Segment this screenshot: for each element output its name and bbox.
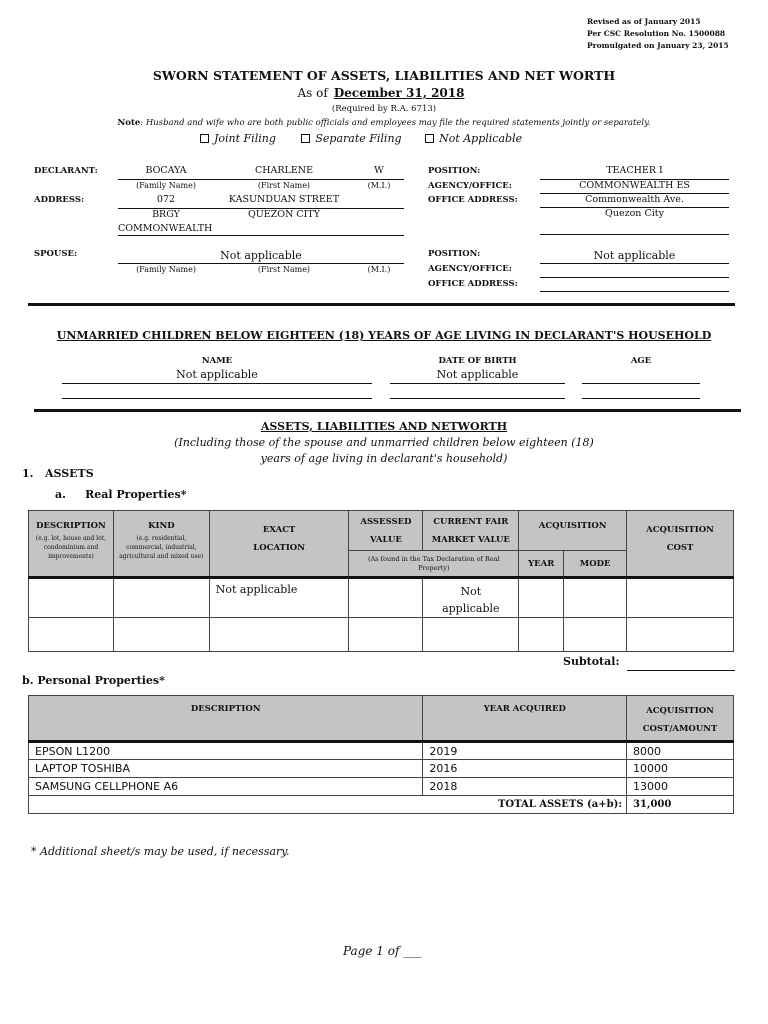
- header-assessed-line: VALUE: [369, 534, 402, 545]
- document-title: SWORN STATEMENT OF ASSETS, LIABILITIES AND NET WORTH: [152, 68, 616, 83]
- children-title-text: UNMARRIED CHILDREN BELOW EIGHTEEN (18) YEARS OF AGE LIVING IN DECLARANT'S HOUSEHOLD: [56, 329, 712, 342]
- table-row: [29, 760, 734, 778]
- item-cost: 10000: [627, 760, 734, 778]
- position-label: POSITION:: [428, 166, 481, 176]
- table-cell: [29, 578, 114, 618]
- filing-options: [200, 132, 522, 145]
- real-properties-table: [28, 510, 734, 652]
- child-dob-value: Not applicable: [436, 368, 519, 381]
- agency-label: AGENCY/OFFICE:: [428, 181, 512, 191]
- address-label: ADDRESS:: [34, 195, 85, 205]
- aln-subtitle-1: (Including those of the spouse and unmarried children below eighteen (18): [174, 436, 594, 449]
- table-cell: [29, 618, 114, 652]
- note-label: Note: [117, 118, 141, 128]
- revision-line: Promulgated on January 23, 2015: [587, 41, 729, 50]
- header-description-label: DESCRIPTION: [36, 521, 106, 531]
- children-col-name: NAME: [201, 356, 233, 366]
- total-assets-value: 31,000: [627, 796, 734, 814]
- header-mode: MODE: [564, 551, 627, 578]
- children-title: [0, 329, 768, 342]
- row-market-value: Not: [460, 585, 482, 598]
- header-kind-label: KIND: [148, 521, 175, 531]
- spouse-mi-caption: (M.I.): [367, 265, 391, 274]
- office-address-line-2: Quezon City: [605, 208, 664, 219]
- header-location-line: EXACT: [262, 525, 296, 535]
- header-cost-line: ACQUISITION: [646, 706, 714, 716]
- personal-properties-table: [28, 695, 734, 814]
- address-brgy: BRGY: [152, 209, 180, 220]
- spouse-position-label: POSITION:: [428, 249, 481, 259]
- item-cost: 13000: [627, 778, 734, 796]
- header-assessed-value: [349, 511, 423, 551]
- table-cell: [423, 618, 519, 652]
- filing-option-label: Separate Filing: [315, 132, 402, 145]
- header-assessed-line: ASSESSED: [360, 516, 412, 527]
- table-cell: [519, 578, 564, 618]
- declarant-family-name: BOCAYA: [145, 165, 187, 176]
- spouse-position-value: Not applicable: [593, 249, 676, 262]
- table-row: [29, 796, 734, 814]
- mi-caption: (M.I.): [367, 181, 391, 190]
- as-of-label: As of: [297, 86, 328, 100]
- family-name-caption: (Family Name): [136, 181, 196, 190]
- table-cell: [209, 618, 349, 652]
- address-number: 072: [156, 194, 176, 205]
- real-properties-heading: a. Real Properties*: [55, 488, 187, 501]
- footnote: * Additional sheet/s may be used, if necessary.: [31, 845, 290, 858]
- header-acquisition-cost: [627, 696, 734, 742]
- item-year: 2019: [423, 742, 627, 760]
- row-market-value: applicable: [442, 602, 500, 615]
- spouse-family-caption: (Family Name): [136, 265, 196, 274]
- header-cost-line: COST: [666, 543, 694, 553]
- table-cell: [519, 618, 564, 652]
- item-description: SAMSUNG CELLPHONE A6: [29, 778, 423, 796]
- header-cost-line: COST/AMOUNT: [642, 724, 718, 734]
- header-market-line: CURRENT FAIR: [433, 516, 509, 527]
- header-location-line: LOCATION: [253, 543, 305, 553]
- header-description: DESCRIPTION: [29, 696, 423, 742]
- declarant-label: DECLARANT:: [34, 166, 98, 176]
- agency-value: COMMONWEALTH ES: [579, 180, 690, 191]
- header-description-sub: (e.g. lot, house and lot, condominium and improvements): [35, 535, 107, 560]
- spouse-name: Not applicable: [220, 249, 302, 262]
- spouse-agency-label: AGENCY/OFFICE:: [428, 264, 512, 274]
- table-row: [29, 578, 734, 618]
- total-assets-label: TOTAL ASSETS (a+b):: [29, 796, 627, 814]
- checkbox-icon: [425, 134, 434, 143]
- table-row: [29, 618, 734, 652]
- row-location-value: Not applicable: [215, 583, 298, 596]
- aln-subtitle-2: years of age living in declarant's household): [260, 452, 508, 465]
- section-divider: [34, 409, 741, 412]
- filing-option-label: Joint Filing: [214, 132, 276, 145]
- header-cost-line: ACQUISITION: [646, 525, 714, 535]
- declarant-mi: W: [374, 165, 384, 176]
- page-number: Page 1 of ___: [343, 944, 422, 958]
- item-year: 2016: [423, 760, 627, 778]
- table-cell: [564, 618, 627, 652]
- filing-option-joint[interactable]: [200, 132, 276, 145]
- table-cell: [349, 578, 423, 618]
- item-description: EPSON L1200: [29, 742, 423, 760]
- header-market-line: MARKET VALUE: [431, 534, 510, 545]
- header-kind-sub: (e.g. residential, commercial, industrial, agricultural and mixed use): [119, 535, 204, 560]
- personal-properties-heading: b. Personal Properties*: [22, 674, 165, 687]
- assets-heading: 1. ASSETS: [22, 467, 94, 480]
- header-acquisition: ACQUISITION: [519, 511, 627, 551]
- header-location: [209, 511, 349, 578]
- child-name-value: Not applicable: [176, 368, 258, 381]
- item-year: 2018: [423, 778, 627, 796]
- note-text: : Husband and wife who are both public officials and employees may file the required statements jointly or separately.: [140, 118, 651, 128]
- aln-title: [0, 420, 768, 433]
- table-cell: [627, 618, 734, 652]
- filing-note: [0, 118, 768, 128]
- header-market-value: [423, 511, 519, 551]
- address-city: QUEZON CITY: [247, 209, 321, 220]
- header-year-acquired: YEAR ACQUIRED: [423, 696, 627, 742]
- subtotal-label: Subtotal:: [563, 655, 620, 668]
- address-commonwealth: COMMONWEALTH: [118, 223, 213, 234]
- revision-line: Revised as of January 2015: [587, 17, 701, 26]
- aln-title-text: ASSETS, LIABILITIES AND NETWORTH: [260, 420, 508, 433]
- table-cell: [627, 578, 734, 618]
- header-description: [29, 511, 114, 578]
- children-col-dob: DATE OF BIRTH: [438, 356, 517, 366]
- as-of-date: [328, 86, 471, 100]
- spouse-first-caption: (First Name): [257, 265, 311, 274]
- item-description: LAPTOP TOSHIBA: [29, 760, 423, 778]
- revision-line: Per CSC Resolution No. 1500088: [587, 29, 726, 38]
- required-by: (Required by R.A. 6713): [331, 104, 437, 114]
- header-year: YEAR: [519, 551, 564, 578]
- checkbox-icon: [200, 134, 209, 143]
- filing-option-na[interactable]: [425, 132, 522, 145]
- header-acquisition-cost: [627, 511, 734, 578]
- table-cell: [564, 578, 627, 618]
- office-address-line-1: Commonwealth Ave.: [585, 194, 684, 205]
- filing-option-label: Not Applicable: [439, 132, 523, 145]
- table-cell: [209, 578, 349, 618]
- address-street: KASUNDUAN STREET: [228, 194, 340, 205]
- declarant-first-name: CHARLENE: [254, 165, 314, 176]
- table-row: [29, 778, 734, 796]
- item-cost: 8000: [627, 742, 734, 760]
- position-value: TEACHER I: [606, 165, 663, 176]
- header-kind: [113, 511, 209, 578]
- checkbox-icon: [301, 134, 310, 143]
- filing-option-separate[interactable]: [301, 132, 401, 145]
- table-row: [29, 742, 734, 760]
- revision-note: [587, 16, 729, 52]
- spouse-label: SPOUSE:: [34, 249, 78, 259]
- table-cell: [349, 618, 423, 652]
- office-address-label: OFFICE ADDRESS:: [428, 195, 518, 205]
- first-name-caption: (First Name): [257, 181, 311, 190]
- children-col-age: AGE: [630, 356, 652, 366]
- as-of-date-text: December 31, 2018: [333, 86, 465, 100]
- header-value-note: (As found in the Tax Declaration of Real Property): [349, 551, 519, 578]
- spouse-office-address-label: OFFICE ADDRESS:: [428, 279, 518, 289]
- as-of-line: [0, 86, 768, 100]
- table-cell: [113, 618, 209, 652]
- table-cell: [423, 578, 519, 618]
- table-cell: [113, 578, 209, 618]
- section-divider: [28, 303, 735, 306]
